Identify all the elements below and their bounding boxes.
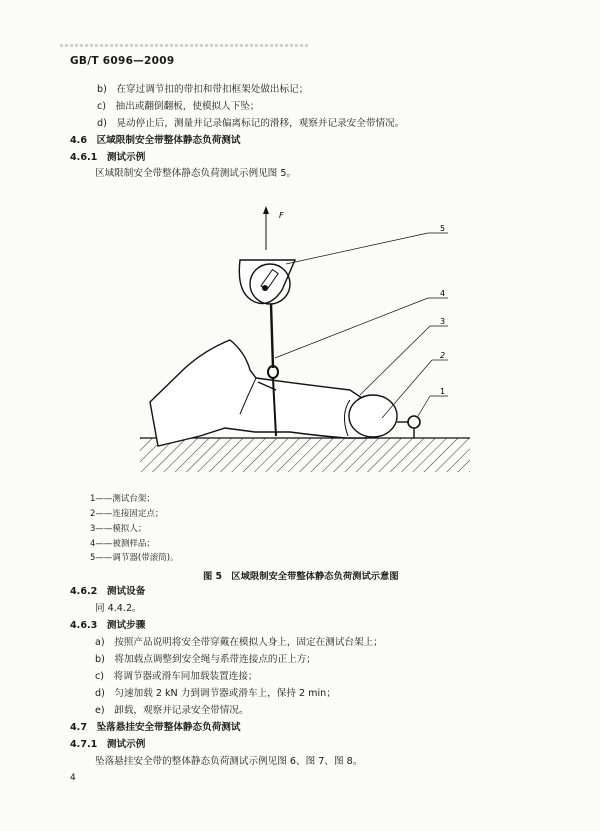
step-c: c) 将调节器或滑车同加载装置连接； xyxy=(95,671,258,682)
list-item-b: b) 在穿过调节扣的带扣和带扣框架处做出标记； xyxy=(97,84,309,95)
callout-label-5: 5 xyxy=(440,224,446,233)
force-arrow-head xyxy=(263,206,269,214)
paragraph-4-7-1: 坠落悬挂安全带的整体静态负荷测试示例见图 6、图 7、图 8。 xyxy=(95,756,363,767)
legend-item-5: 5——调节器(带滚筒)。 xyxy=(90,553,179,563)
legend-item-2: 2——连接固定点； xyxy=(90,509,164,519)
subsection-heading-4-6-2: 4.6.2 测试设备 xyxy=(70,586,146,597)
callout-label-2: 2 xyxy=(440,351,446,360)
figure-5-caption: 图 5 区域限制安全带整体静态负荷测试示意图 xyxy=(203,571,399,582)
adjuster-body xyxy=(239,260,295,304)
scan-artifact xyxy=(60,44,310,47)
subsection-heading-4-6-1: 4.6.1 测试示例 xyxy=(70,152,146,163)
connection-fixed-point xyxy=(408,416,420,428)
subsection-heading-4-6-3: 4.6.3 测试步骤 xyxy=(70,620,146,631)
list-item-d: d) 晃动停止后，测量并记录偏离标记的滑移，观察并记录安全带情况。 xyxy=(97,118,405,129)
callout-label-4: 4 xyxy=(440,289,446,298)
force-label: F xyxy=(279,211,284,220)
legend-item-3: 3——模拟人； xyxy=(90,524,147,534)
test-rig-hatching xyxy=(140,438,470,472)
legend-item-4: 4——被测样品； xyxy=(90,539,155,549)
step-a: a) 按照产品说明将安全带穿戴在模拟人身上，固定在测试台架上； xyxy=(95,637,383,648)
lanyard xyxy=(271,304,273,368)
callout-leader-3 xyxy=(360,326,430,395)
callout-label-1: 1 xyxy=(440,387,446,396)
test-dummy-head xyxy=(349,395,397,437)
step-d: d) 匀速加载 2 kN 力到调节器或滑车上，保持 2 min； xyxy=(95,688,336,699)
test-dummy-body xyxy=(150,340,370,446)
callout-leader-1 xyxy=(418,396,430,416)
callout-leader-5 xyxy=(286,233,428,264)
section-heading-4-7: 4.7 坠落悬挂安全带整体静态负荷测试 xyxy=(70,722,241,733)
subsection-heading-4-7-1: 4.7.1 测试示例 xyxy=(70,739,146,750)
callout-label-3: 3 xyxy=(440,317,446,326)
legend-item-1: 1——测试台架； xyxy=(90,494,155,504)
list-item-c: c) 抽出或翻倒翻板，使模拟人下坠； xyxy=(97,101,260,112)
standard-code: GB/T 6096—2009 xyxy=(70,55,175,67)
callout-leader-2 xyxy=(382,360,432,418)
section-heading-4-6: 4.6 区域限制安全带整体静态负荷测试 xyxy=(70,135,241,146)
step-b: b) 将加载点调整到安全绳与系带连接点的正上方； xyxy=(95,654,316,665)
page-number: 4 xyxy=(70,773,76,783)
figure-5-diagram xyxy=(130,200,490,485)
adjuster-pin xyxy=(262,285,268,291)
callout-leader-4 xyxy=(275,298,428,358)
step-e: e) 卸载，观察并记录安全带情况。 xyxy=(95,705,249,716)
paragraph-4-6-1: 区域限制安全带整体静态负荷测试示例见图 5。 xyxy=(95,168,297,179)
paragraph-4-6-2: 同 4.4.2。 xyxy=(95,603,142,614)
